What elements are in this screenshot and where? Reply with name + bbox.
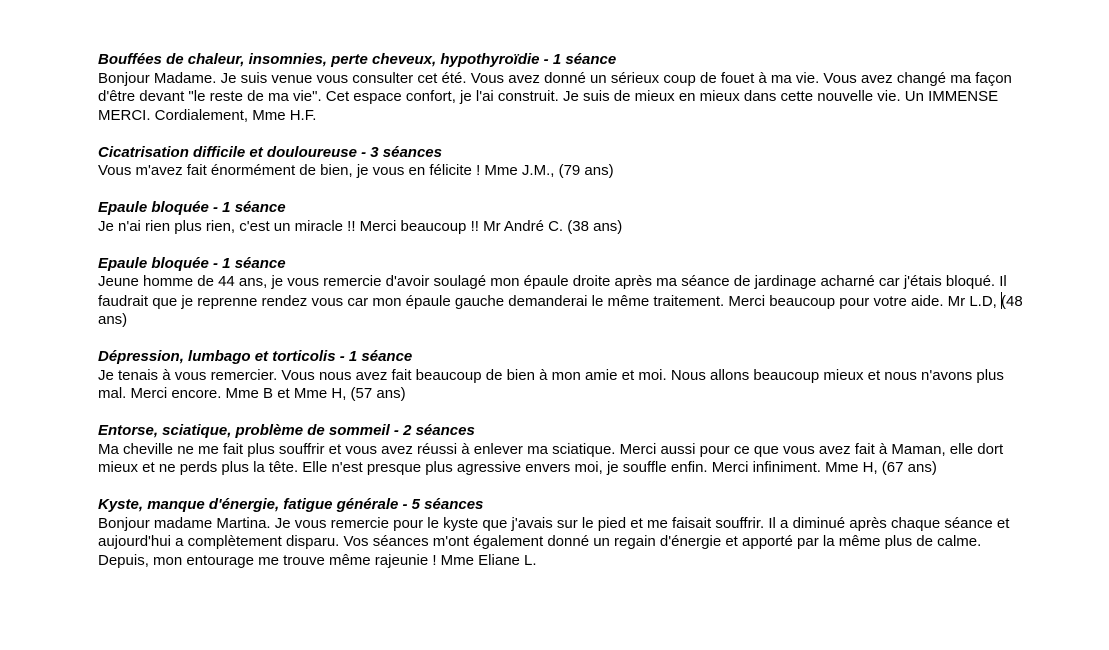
testimonial-entry xyxy=(98,348,1033,404)
testimonial-title: Epaule bloquée - 1 séance xyxy=(98,254,286,272)
testimonial-title: Cicatrisation difficile et douloureuse - 3 séances xyxy=(98,143,442,161)
testimonial-text: Ma cheville ne me fait plus souffrir et vous avez réussi à enlever ma sciatique. Merci aussi pour ce que vous avez fait à Maman, elle dort mieux et ne perds plus la tête. Elle n'est presque plus agressive envers moi, je souffle enfin. Merci infiniment. Mme H, (67 ans) xyxy=(98,440,1004,476)
testimonial-entry xyxy=(98,199,1033,236)
testimonial-text[interactable] xyxy=(98,273,1033,330)
testimonial-text-part: (48 ans) xyxy=(98,292,1023,328)
testimonial-text: Bonjour Madame. Je suis venue vous consulter cet été. Vous avez donné un sérieux coup de fouet à ma vie. Vous avez changé ma façon d'être devant "le reste de ma vie". Cet espace confort, je l'ai construit. Je suis de mieux en mieux dans cette nouvelle vie. Un IMMENSE MERCI. Cordialement, Mme H.F. xyxy=(98,69,1012,124)
testimonial-title: Epaule bloquée - 1 séance xyxy=(98,199,286,216)
testimonial-entry xyxy=(98,255,1033,330)
testimonial-text-part: Jeune homme de 44 ans, je vous remercie d'avoir soulagé mon épaule droite après ma séance de jardinage acharné car j'étais bloqué. Il faudrait que je reprenne rendez vous car mon épaule gauche demanderai le même traitement. Merci beaucoup pour votre aide. Mr L.D, xyxy=(98,273,1007,310)
testimonial-text: Bonjour madame Martina. Je vous remercie pour le kyste que j'avais sur le pied et me faisait souffrir. Il a diminué après chaque séance et aujourd'hui a complètement disparu. Vos séances m'ont également donné un regain d'énergie et apporté par la même plus de calme. Depuis, mon entourage me trouve même rajeunie ! Mme Eliane L. xyxy=(98,514,1010,569)
testimonial-title: Dépression, lumbago et torticolis - 1 séance xyxy=(98,348,413,365)
testimonial-entry xyxy=(98,51,1033,125)
testimonial-title: Entorse, sciatique, problème de sommeil - 2 séances xyxy=(98,422,475,439)
testimonial-title: Kyste, manque d'énergie, fatigue générale - 5 séances xyxy=(98,496,484,513)
testimonial-entry xyxy=(98,496,1033,570)
testimonial-text: Je tenais à vous remercier. Vous nous avez fait beaucoup de bien à mon amie et moi. Nous allons beaucoup mieux et nous n'avons plus mal. Merci encore. Mme B et Mme H, (57 ans) xyxy=(98,366,1004,402)
testimonial-entry xyxy=(98,422,1033,478)
testimonial-text: Vous m'avez fait énormément de bien, je vous en félicite ! Mme J.M., (79 ans) xyxy=(98,162,614,179)
testimonial-entry xyxy=(98,144,1033,181)
testimonial-title: Bouffées de chaleur, insomnies, perte cheveux, hypothyroïdie - 1 séance xyxy=(98,51,617,68)
testimonial-text: Je n'ai rien plus rien, c'est un miracle !! Merci beaucoup !! Mr André C. (38 ans) xyxy=(98,217,623,235)
testimonials-document xyxy=(98,51,1033,589)
